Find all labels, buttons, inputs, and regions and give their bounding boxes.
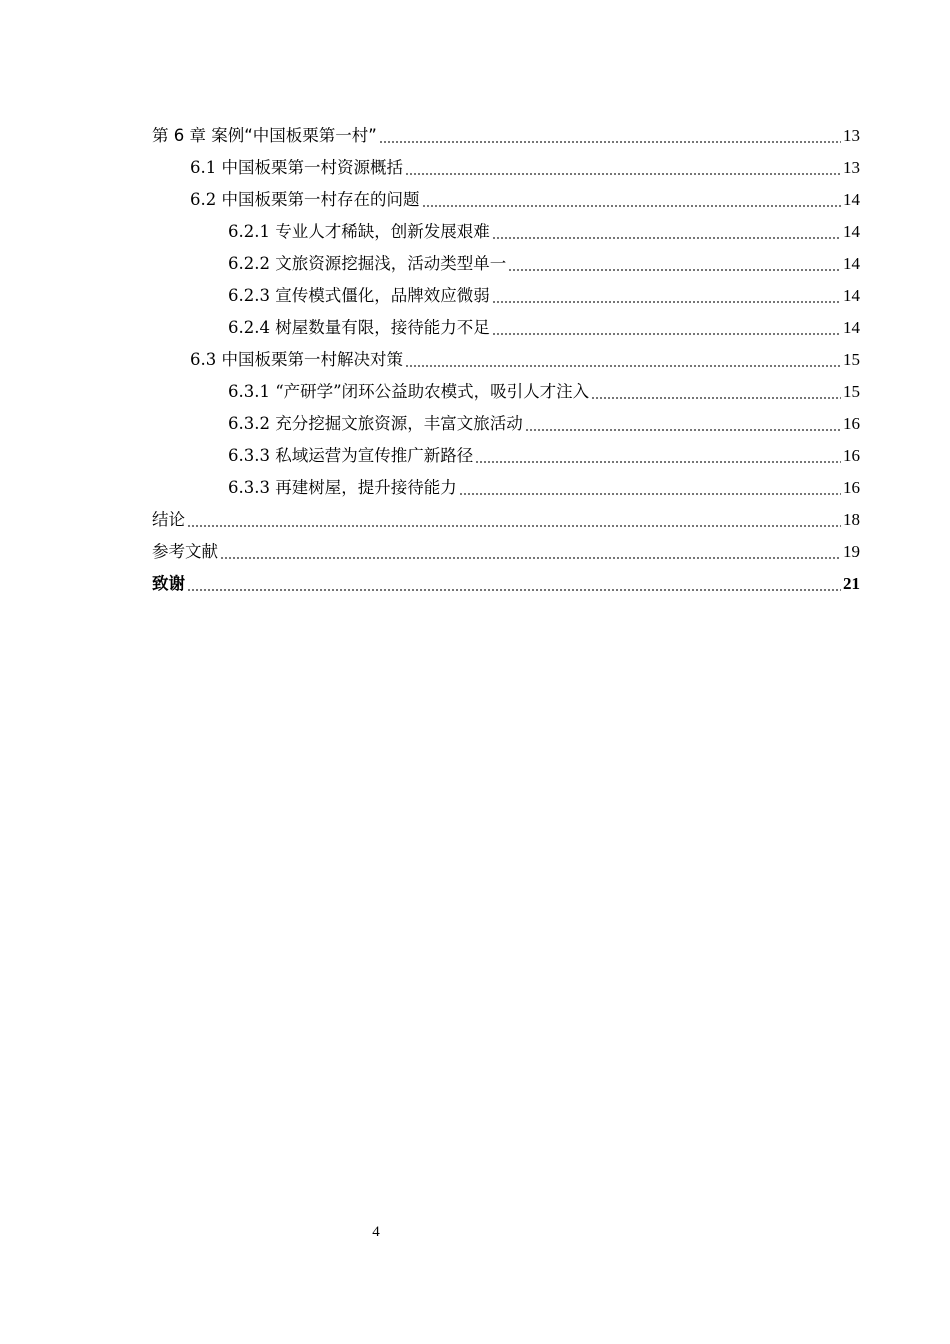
toc-entry-title: 6.3 中国板栗第一村解决对策 [190, 350, 403, 369]
toc-entry-page: 14 [843, 190, 860, 209]
toc-entry-chapter-6[interactable] [152, 118, 860, 150]
toc-entry-page: 15 [843, 350, 860, 369]
toc-entry-page: 19 [843, 542, 860, 561]
page-number: 4 [372, 1224, 380, 1240]
toc-leader-dots [492, 237, 841, 239]
toc-leader-dots [591, 397, 841, 399]
toc-entry-title: 6.3.3 再建树屋，提升接待能力 [228, 478, 457, 497]
toc-leader-dots [405, 365, 841, 367]
toc-leader-dots [492, 333, 841, 335]
toc-entry-page: 15 [843, 382, 860, 401]
toc-entry-page: 16 [843, 446, 860, 465]
toc-leader-dots [405, 173, 841, 175]
toc-entry-6-3-3-b[interactable] [152, 470, 860, 502]
toc-leader-dots [379, 141, 841, 143]
toc-entry-6-3[interactable] [152, 342, 860, 374]
toc-entry-6-2-1[interactable] [152, 214, 860, 246]
toc-entry-page: 16 [843, 478, 860, 497]
toc-entry-title: 6.2.1 专业人才稀缺，创新发展艰难 [228, 222, 490, 241]
toc-entry-title: 6.3.1 “产研学”闭环公益助农模式，吸引人才注入 [228, 382, 590, 401]
toc-leader-dots [187, 525, 841, 527]
toc-leader-dots [508, 269, 841, 271]
toc-entry-page: 13 [843, 158, 860, 177]
toc-leader-dots [187, 589, 841, 591]
toc-entry-6-3-3-a[interactable] [152, 438, 860, 470]
toc-leader-dots [525, 429, 841, 431]
toc-entry-page: 14 [843, 318, 860, 337]
table-of-contents [152, 118, 860, 598]
toc-entry-6-2-4[interactable] [152, 310, 860, 342]
toc-entry-6-2-2[interactable] [152, 246, 860, 278]
toc-entry-conclusion[interactable] [152, 502, 860, 534]
toc-entry-title: 6.2.3 宣传模式僵化，品牌效应微弱 [228, 286, 490, 305]
toc-entry-page: 14 [843, 222, 860, 241]
toc-entry-6-2[interactable] [152, 182, 860, 214]
toc-entry-title: 6.2 中国板栗第一村存在的问题 [190, 190, 420, 209]
toc-entry-page: 13 [843, 126, 860, 145]
toc-entry-title: 第 6 章 案例“中国板栗第一村” [152, 126, 377, 145]
toc-entry-6-2-3[interactable] [152, 278, 860, 310]
toc-entry-title: 6.3.2 充分挖掘文旅资源，丰富文旅活动 [228, 414, 523, 433]
toc-entry-page: 14 [843, 254, 860, 273]
toc-entry-title: 6.2.2 文旅资源挖掘浅，活动类型单一 [228, 254, 507, 273]
toc-leader-dots [422, 205, 842, 207]
toc-entry-title: 6.3.3 私域运营为宣传推广新路径 [228, 446, 474, 465]
toc-entry-title: 致谢 [152, 574, 185, 593]
toc-leader-dots [459, 493, 841, 495]
toc-entry-title: 参考文献 [152, 542, 218, 561]
toc-entry-page: 14 [843, 286, 860, 305]
toc-entry-title: 6.1 中国板栗第一村资源概括 [190, 158, 403, 177]
toc-entry-title: 6.2.4 树屋数量有限，接待能力不足 [228, 318, 490, 337]
toc-entry-title: 结论 [152, 510, 185, 529]
toc-entry-6-3-2[interactable] [152, 406, 860, 438]
toc-entry-page: 21 [843, 574, 860, 593]
toc-entry-6-1[interactable] [152, 150, 860, 182]
toc-entry-6-3-1[interactable] [152, 374, 860, 406]
toc-leader-dots [475, 461, 841, 463]
toc-entry-references[interactable] [152, 534, 860, 566]
toc-entry-page: 16 [843, 414, 860, 433]
toc-entry-page: 18 [843, 510, 860, 529]
toc-leader-dots [220, 557, 841, 559]
toc-leader-dots [492, 301, 841, 303]
toc-entry-acknowledgements[interactable] [152, 566, 860, 598]
